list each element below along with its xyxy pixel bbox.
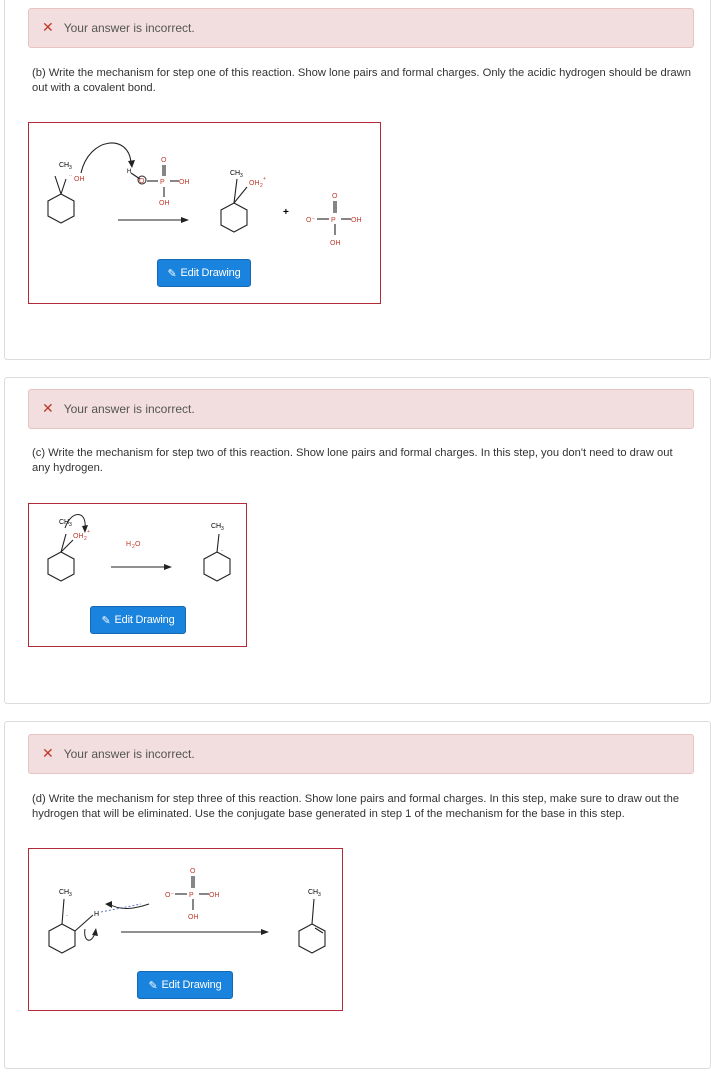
svg-text:3: 3: [69, 892, 72, 898]
question-card-c: [4, 377, 711, 704]
svg-text:OH: OH: [351, 217, 362, 224]
svg-text:OH: OH: [179, 179, 190, 186]
drawing-canvas-d[interactable]: [28, 848, 343, 1011]
svg-text:OH: OH: [74, 176, 85, 183]
question-prompt-c: (c) Write the mechanism for step two of this reaction. Show lone pairs and formal charges. In this step, you don't need to draw out any hydrogen.: [32, 447, 673, 474]
svg-text:P: P: [189, 892, 194, 899]
svg-text:CH: CH: [59, 889, 70, 896]
svg-text:OH: OH: [209, 892, 220, 899]
svg-text:CH: CH: [230, 170, 241, 177]
pencil-icon: ✎: [101, 613, 111, 627]
edit-drawing-button-d[interactable]: [137, 971, 233, 999]
pencil-icon: ✎: [148, 978, 158, 992]
feedback-alert-c: [28, 389, 694, 429]
svg-text:··: ··: [69, 173, 73, 179]
svg-text:O: O: [139, 178, 145, 185]
svg-text:CH: CH: [211, 523, 222, 530]
close-x-icon: ✕: [42, 746, 54, 762]
svg-text:3: 3: [221, 526, 224, 532]
svg-text:P: P: [160, 179, 165, 186]
svg-text:OH: OH: [73, 533, 84, 540]
svg-text:O: O: [190, 868, 196, 875]
svg-text:3: 3: [318, 892, 321, 898]
edit-drawing-label: Edit Drawing: [180, 267, 241, 279]
svg-text:CH: CH: [59, 162, 70, 169]
svg-text:O: O: [161, 157, 167, 164]
feedback-text: Your answer is incorrect.: [63, 747, 195, 761]
edit-drawing-button-c[interactable]: [90, 606, 186, 634]
svg-text:CH: CH: [59, 519, 70, 526]
question-card-b: [4, 0, 711, 360]
svg-text:3: 3: [240, 173, 243, 179]
close-x-icon: ✕: [42, 401, 54, 417]
question-prompt-b: (b) Write the mechanism for step one of this reaction. Show lone pairs and formal charges. Only the acidic hydrogen should be drawn out with a covalent bond.: [32, 67, 691, 94]
pencil-icon: ✎: [167, 266, 177, 280]
svg-text:H: H: [126, 541, 132, 548]
svg-text:+: +: [263, 176, 266, 182]
svg-text:O: O: [135, 541, 141, 548]
svg-text:2: 2: [260, 183, 263, 189]
svg-text:2: 2: [132, 544, 135, 550]
svg-text:2: 2: [84, 536, 87, 542]
svg-text:O⁻: O⁻: [165, 892, 175, 899]
svg-text:OH: OH: [330, 240, 341, 247]
question-card-d: [4, 721, 711, 1069]
svg-text:+: +: [283, 207, 289, 218]
feedback-text: Your answer is incorrect.: [63, 402, 195, 416]
svg-text:OH: OH: [249, 180, 260, 187]
svg-text:·: ·: [221, 548, 223, 554]
drawing-canvas-b[interactable]: [28, 122, 381, 304]
svg-text:·: ·: [66, 913, 68, 919]
svg-text:OH: OH: [159, 200, 170, 207]
edit-drawing-button-b[interactable]: [157, 259, 251, 287]
svg-text:+: +: [87, 529, 90, 535]
edit-drawing-label: Edit Drawing: [161, 979, 222, 991]
svg-text:O: O: [332, 193, 338, 200]
svg-text:H: H: [94, 911, 100, 918]
svg-text:OH: OH: [188, 914, 199, 921]
svg-text:3: 3: [69, 522, 72, 528]
svg-text:P: P: [331, 217, 336, 224]
svg-text:O⁻: O⁻: [306, 217, 316, 224]
question-prompt-d: (d) Write the mechanism for step three of this reaction. Show lone pairs and formal charges. In this step, make sure to draw out the hydrogen that will be eliminated. Use the conjugate base generated in step 1 of the mechanism for the base in this step.: [32, 793, 680, 820]
feedback-text: Your answer is incorrect.: [63, 21, 195, 35]
feedback-alert-b: [28, 8, 694, 48]
svg-text:3: 3: [69, 165, 72, 171]
svg-text:CH: CH: [308, 889, 319, 896]
drawing-canvas-c[interactable]: [28, 503, 247, 647]
feedback-alert-d: [28, 734, 694, 774]
close-x-icon: ✕: [42, 20, 54, 36]
edit-drawing-label: Edit Drawing: [114, 614, 175, 626]
svg-text:H: H: [127, 169, 132, 175]
